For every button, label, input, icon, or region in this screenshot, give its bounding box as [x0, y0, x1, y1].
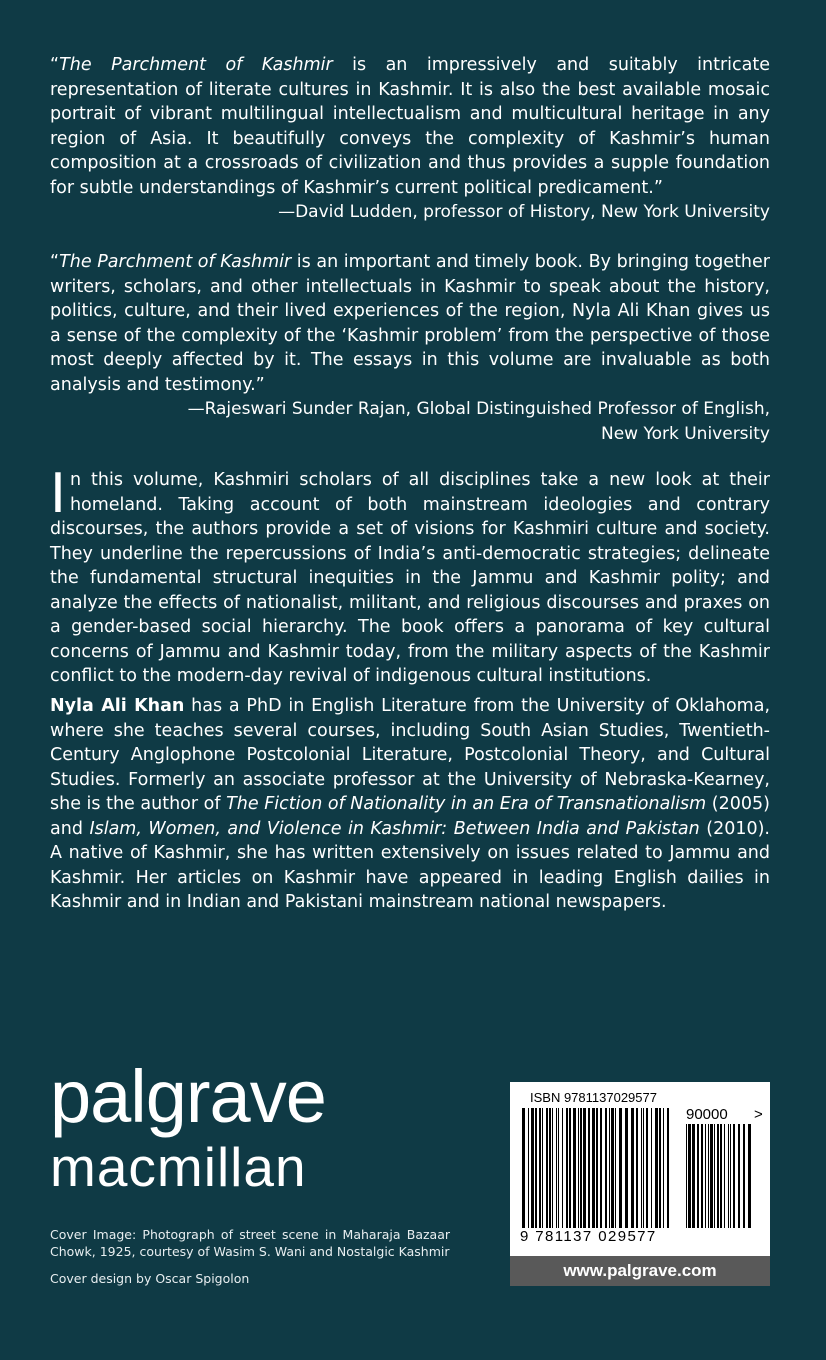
barcode-bar	[708, 1124, 709, 1228]
logo-macmillan: macmillan	[50, 1136, 307, 1198]
author-name: Nyla Ali Khan	[50, 696, 185, 716]
logo-palgrave: palgrave	[50, 1055, 326, 1138]
barcode-bar	[588, 1108, 590, 1228]
barcode-bar	[566, 1108, 568, 1228]
barcode-bar	[573, 1108, 576, 1228]
quote-1-attribution: —David Ludden, professor of History, New York University	[278, 202, 770, 222]
cover-image-credit: Cover Image: Photograph of street scene in Maharaja Bazaar Chowk, 1925, courtesy of Wasim S. Wani and Nostalgic Kashmir	[50, 1227, 450, 1259]
barcode-bar	[697, 1124, 699, 1228]
barcode-bar	[701, 1124, 703, 1228]
isbn-label: ISBN 9781137029577	[530, 1090, 657, 1105]
barcode-bar	[562, 1108, 563, 1228]
quote-2-book-title: The Parchment of Kashmir	[59, 252, 292, 272]
barcode-bar	[596, 1108, 598, 1228]
barcode-bar	[733, 1124, 735, 1228]
book-description	[50, 462, 770, 689]
barcode-bar	[546, 1108, 548, 1228]
barcode-bar	[619, 1108, 622, 1228]
barcode-bar	[600, 1108, 602, 1228]
description-text: In this volume, Kashmiri scholars of all disciplines take a new look at their homeland. Taking account of both mainstream ideologies and contrary discourses, the authors provide a set of visions for Kashmiri culture and society. They underline the repercussions of India’s anti-democratic strategies; delineate the fundamental structural inequities in the Jammu and Kashmir polity; and analyze the effects of nationalist, militant, and religious discourses and praxes on a gender-based social hierarchy. The book offers a panorama of key cultural concerns of Jammu and Kashmir today, from the military aspects of the Kashmir conflict to the modern-day revival of indigenous cultural institutions.	[50, 462, 770, 686]
barcode-bar	[605, 1108, 607, 1228]
barcode-bar	[728, 1124, 729, 1228]
barcode-bar	[569, 1108, 571, 1228]
bio-book-2: Islam, Women, and Violence in Kashmir: Between India and Pakistan	[89, 818, 700, 839]
barcode-bar	[583, 1108, 586, 1228]
barcode-bar	[667, 1108, 669, 1228]
barcode-bar	[580, 1108, 582, 1228]
cover-design-credit: Cover design by Oscar Spigolon	[50, 1271, 250, 1286]
barcode-bar	[717, 1124, 719, 1228]
barcode-bar	[558, 1108, 559, 1228]
barcode-bar	[552, 1108, 553, 1228]
barcode-bar	[528, 1108, 529, 1228]
barcode-bar	[615, 1108, 616, 1228]
bio-book-1: The Fiction of Nationality in an Era of Transnationalism	[226, 794, 707, 814]
quote-1-book-title: The Parchment of Kashmir	[59, 55, 333, 75]
barcode-bar	[641, 1108, 642, 1228]
barcode-bar	[720, 1124, 722, 1228]
ean-barcode	[522, 1108, 672, 1228]
barcode-bar	[663, 1108, 664, 1228]
barcode-bar	[643, 1108, 644, 1228]
barcode-bar	[631, 1108, 634, 1228]
barcode-bar	[655, 1108, 658, 1228]
barcode-bar	[609, 1108, 610, 1228]
bio-text: Nyla Ali Khan has a PhD in English Literature from the University of Oklahoma, where she teaches several courses, including South Asian Studies, Twentieth-Century Anglophone Postcolonial Literature, Postcolonial Theory, and Cultural Studies. Formerly an associate professor at the University of Nebraska-Kearney, she is the author of The Fiction of Nationality in an Era of Transnationalism (2005) and Islam, Women, and Violence in Kashmir: Between India and Pakistan (2010). A native of Kashmir, she has written extensively on issues related to Jammu and Kashmir. Her articles on Kashmir have appeared in leading English dailies in Kashmir and in Indian and Pakistani mainstream national newspapers.	[50, 696, 771, 912]
barcode-bar	[539, 1108, 541, 1228]
quote-2	[50, 250, 770, 446]
isbn-digits: 9 781137 029577	[520, 1228, 657, 1245]
barcode-bar	[531, 1108, 534, 1228]
addon-barcode	[686, 1124, 752, 1228]
quote-2-text: “The Parchment of Kashmir is an important and timely book. By bringing together writers, scholars, and other intellectuals in Kashmir to speak about the history, politics, culture, and their lived experiences of the region, Nyla Ali Khan gives us a sense of the complexity of the ‘Kashmir problem’ from the perspective of those most deeply affected by it. The essays in this volume are invaluable as both analysis and testimony.”	[50, 252, 770, 395]
barcode-bar	[659, 1108, 661, 1228]
barcode-bar	[738, 1124, 740, 1228]
drop-cap: I	[50, 462, 66, 525]
quote-1-text: “The Parchment of Kashmir is an impressively and suitably intricate representation of literate cultures in Kashmir. It is also the best available mosaic portrait of vibrant multilingual intellectualism and multicultural heritage in any region of Asia. It beautifully conveys the complexity of Kashmir’s human composition at a crossroads of civilization and thus provides a supple foundation for subtle understandings of Kashmir’s current political predicament.”	[50, 55, 770, 198]
barcode-bar	[743, 1124, 745, 1228]
quote-2-attribution: —Rajeswari Sunder Rajan, Global Distinguished Professor of English, New York University	[187, 399, 770, 444]
publisher-url: www.palgrave.com	[510, 1256, 770, 1286]
author-bio	[50, 694, 770, 915]
barcode-bar	[542, 1108, 543, 1228]
barcode-bar	[611, 1108, 614, 1228]
barcode-bar	[686, 1124, 687, 1228]
barcode-bar	[692, 1124, 695, 1228]
barcode-box	[510, 1082, 770, 1256]
barcode-bar	[724, 1124, 725, 1228]
barcode-bar	[705, 1124, 706, 1228]
quote-1	[50, 53, 770, 225]
barcode-bar	[535, 1108, 537, 1228]
barcode-bar	[522, 1108, 525, 1228]
barcode-bar	[748, 1124, 751, 1228]
barcode-bar	[646, 1108, 648, 1228]
barcode-bar	[549, 1108, 551, 1228]
barcode-bar	[714, 1124, 715, 1228]
addon-arrow: >	[754, 1106, 763, 1123]
barcode-bar	[592, 1108, 595, 1228]
barcode-bar	[625, 1108, 628, 1228]
barcode-bar	[710, 1124, 713, 1228]
barcode-bar	[651, 1108, 652, 1228]
barcode-bar	[636, 1108, 638, 1228]
barcode-bar	[730, 1124, 731, 1228]
addon-code: 90000	[686, 1106, 728, 1123]
barcode-bar	[578, 1108, 579, 1228]
barcode-bar	[688, 1124, 691, 1228]
barcode-bar	[556, 1108, 557, 1228]
publisher-logo	[50, 1055, 326, 1198]
